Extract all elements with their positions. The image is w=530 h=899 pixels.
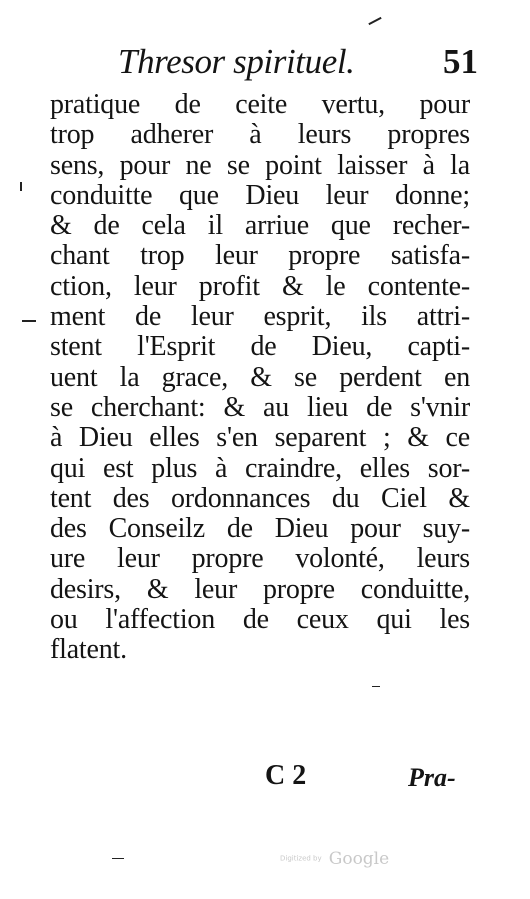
text-line: sens, pour ne se point laisser à la [50, 149, 470, 181]
page-number: 51 [443, 42, 478, 81]
text-line: tent des ordonnances du Ciel & [50, 482, 470, 514]
page-header [118, 42, 478, 82]
text-line: desirs, & leur propre conduitte, [50, 573, 470, 605]
margin-mark [22, 320, 36, 322]
margin-mark [372, 686, 380, 687]
margin-mark [112, 858, 124, 859]
text-line: flatent. [50, 634, 127, 666]
text-line: ou l'affection de ceux qui les [50, 604, 470, 636]
digitization-watermark [280, 848, 389, 869]
body-text [50, 90, 470, 666]
catchword: Pra- [408, 763, 456, 792]
margin-mark [20, 182, 22, 191]
text-line: chant trop leur propre satisfa- [50, 240, 470, 272]
text-line: & de cela il arriue que recher- [50, 210, 470, 242]
signature-mark: C 2 [265, 760, 307, 791]
margin-mark [368, 17, 381, 25]
text-line: des Conseilz de Dieu pour suy- [50, 513, 470, 545]
text-line: conduitte que Dieu leur donne; [50, 179, 470, 211]
running-title: Thresor spirituel. [118, 42, 355, 81]
text-line: ction, leur profit & le contente- [50, 270, 470, 302]
watermark-prefix: Digitized by [280, 854, 322, 863]
text-line: se cherchant: & au lieu de s'vnir [50, 391, 470, 423]
text-line: trop adherer à leurs propres [50, 119, 470, 151]
text-line: qui est plus à craindre, elles sor- [50, 452, 470, 484]
text-line: à Dieu elles s'en separent ; & ce [50, 422, 470, 454]
text-line: pratique de ceite vertu, pour [50, 89, 470, 120]
text-line: ment de leur esprit, ils attri- [50, 301, 470, 333]
text-line: uent la grace, & se perdent en [50, 361, 470, 393]
watermark-brand: Google [328, 848, 390, 869]
text-line: stent l'Esprit de Dieu, capti- [50, 331, 470, 363]
text-line: ure leur propre volonté, leurs [50, 543, 470, 575]
